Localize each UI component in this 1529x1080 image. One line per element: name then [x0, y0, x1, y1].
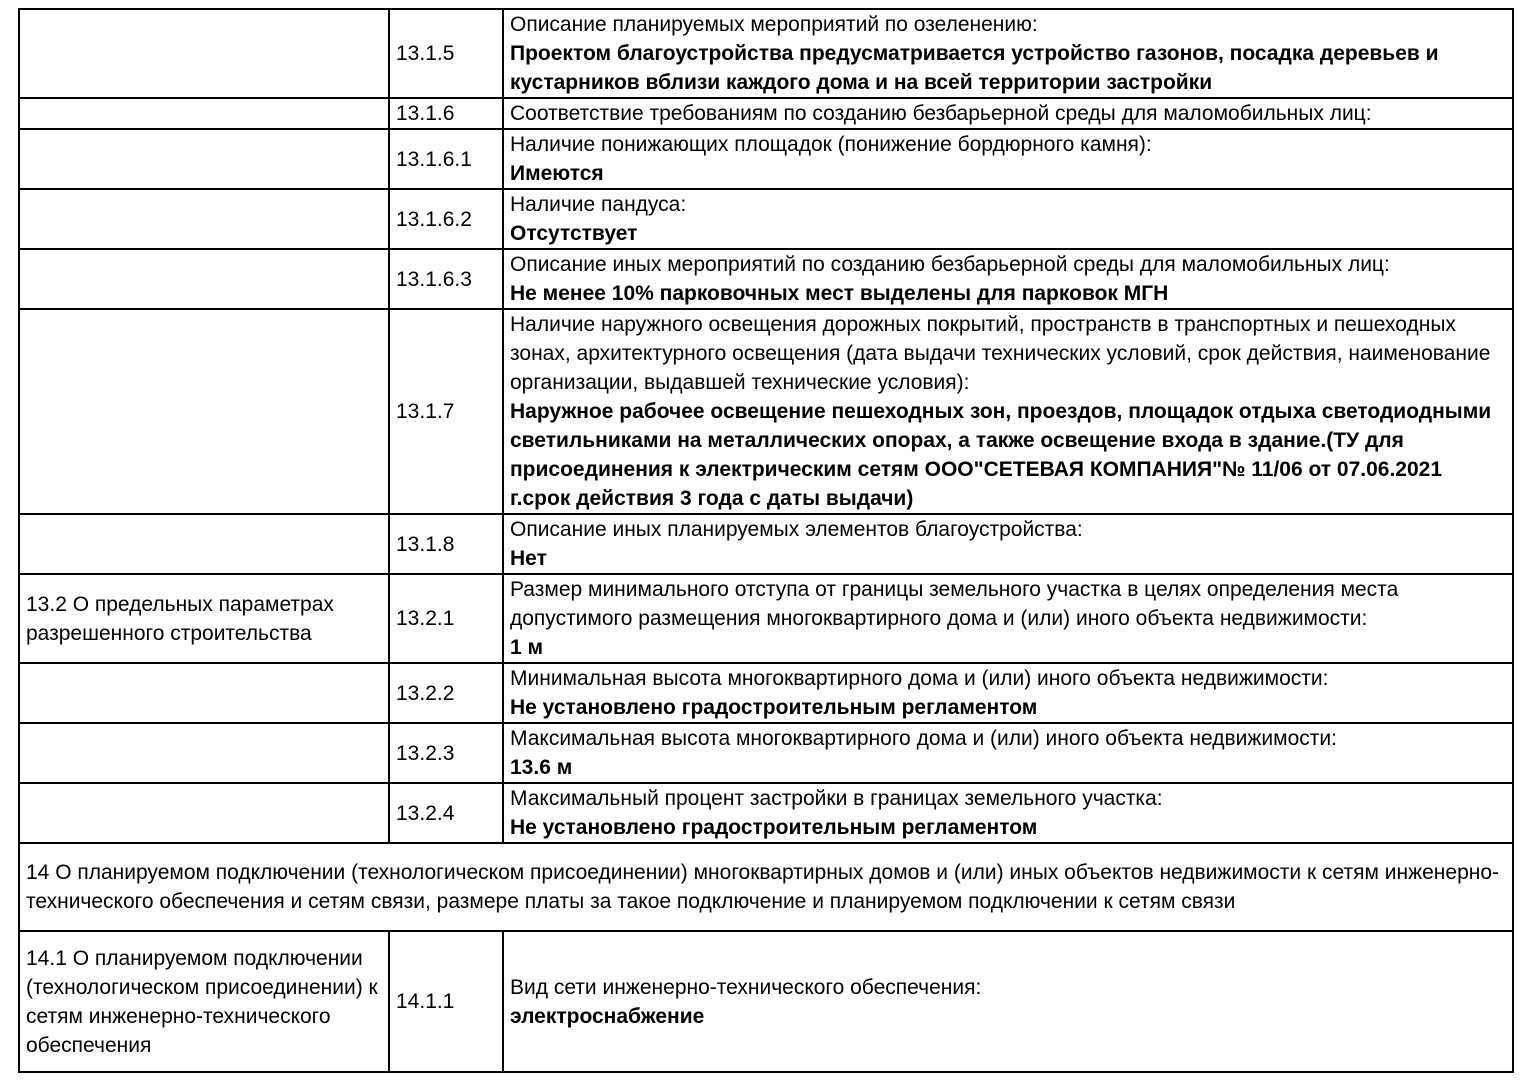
- item-number-cell: 14.1.1: [389, 931, 503, 1072]
- question-text: Размер минимального отступа от границы земельного участка в целях определения места допустимого размещения многоквартирного дома и (или) иного объекта недвижимости:: [510, 578, 1399, 630]
- item-content-cell: [503, 723, 1513, 783]
- section-title-cell: [19, 309, 389, 514]
- question-text: Максимальная высота многоквартирного дома и (или) иного объекта недвижимости:: [510, 727, 1337, 750]
- table-row: [19, 9, 1513, 98]
- answer-text: Наружное рабочее освещение пешеходных зон, проездов, площадок отдыха светодиодными светильниками на металлических опорах, а также освещение входа в здание.(ТУ для присоединения к электрическим сетям ООО"СЕТЕВАЯ КОМПАНИЯ"№ 11/06 от 07.06.2021 г.срок действия 3 года с даты выдачи): [510, 400, 1492, 510]
- question-text: Описание иных мероприятий по созданию безбарьерной среды для маломобильных лиц:: [510, 253, 1390, 276]
- item-number-cell: 13.1.7: [389, 309, 503, 514]
- item-number-cell: 13.2.4: [389, 783, 503, 843]
- table-row: [19, 514, 1513, 574]
- section-title-cell: [19, 514, 389, 574]
- section-title-cell: [19, 783, 389, 843]
- question-text: Описание планируемых мероприятий по озеленению:: [510, 13, 1038, 36]
- item-number-cell: 13.2.2: [389, 663, 503, 723]
- answer-text: Имеются: [510, 162, 604, 185]
- answer-text: 1 м: [510, 636, 544, 659]
- question-text: Максимальный процент застройки в границах земельного участка:: [510, 787, 1163, 810]
- item-content-cell: [503, 9, 1513, 98]
- question-text: Описание иных планируемых элементов благоустройства:: [510, 518, 1083, 541]
- question-text: Соответствие требованиям по созданию безбарьерной среды для маломобильных лиц:: [510, 102, 1372, 125]
- section-title-cell: [19, 663, 389, 723]
- item-number-cell: 13.1.5: [389, 9, 503, 98]
- section-title-cell: [19, 129, 389, 189]
- item-content-cell: [503, 574, 1513, 663]
- item-content-cell: [503, 514, 1513, 574]
- question-text: Наличие наружного освещения дорожных покрытий, пространств в транспортных и пешеходных зонах, архитектурного освещения (дата выдачи технических условий, срок действия, наименование организации, выдавшей технические условия):: [510, 313, 1491, 394]
- section-heading-cell: 14 О планируемом подключении (технологическом присоединении) многоквартирных домов и (или) иных объектов недвижимости к сетям инженерно-технического обеспечения и сетям связи, размере платы за такое подключение и планируемом подключении к сетям связи: [19, 843, 1513, 931]
- declaration-table-body: [19, 9, 1513, 1072]
- table-row: [19, 189, 1513, 249]
- section-title-cell: 14.1 О планируемом подключении (технологическом присоединении) к сетям инженерно-технического обеспечения: [19, 931, 389, 1072]
- question-text: Наличие пандуса:: [510, 193, 687, 216]
- declaration-table: [18, 8, 1514, 1073]
- table-row: [19, 98, 1513, 129]
- item-content-cell: [503, 129, 1513, 189]
- item-number-cell: 13.2.1: [389, 574, 503, 663]
- item-content-cell: [503, 189, 1513, 249]
- item-content-cell: [503, 783, 1513, 843]
- table-row: [19, 309, 1513, 514]
- answer-text: Не установлено градостроительным регламентом: [510, 816, 1038, 839]
- item-number-cell: 13.1.8: [389, 514, 503, 574]
- item-content-cell: [503, 663, 1513, 723]
- item-content-cell: [503, 98, 1513, 129]
- answer-text: электроснабжение: [510, 1004, 705, 1028]
- table-row: [19, 129, 1513, 189]
- section-title-cell: 13.2 О предельных параметрах разрешенного строительства: [19, 574, 389, 663]
- answer-text: Нет: [510, 547, 547, 570]
- item-number-cell: 13.2.3: [389, 723, 503, 783]
- table-row: [19, 783, 1513, 843]
- section-title-cell: [19, 249, 389, 309]
- table-row: [19, 723, 1513, 783]
- answer-text: Отсутствует: [510, 222, 638, 245]
- answer-text: Не менее 10% парковочных мест выделены для парковок МГН: [510, 282, 1169, 305]
- question-text: Вид сети инженерно-технического обеспечения:: [510, 975, 982, 999]
- item-number-cell: 13.1.6.3: [389, 249, 503, 309]
- table-row: [19, 574, 1513, 663]
- section-title-cell: [19, 9, 389, 98]
- answer-text: Проектом благоустройства предусматривается устройство газонов, посадка деревьев и кустарников вблизи каждого дома и на всей территории застройки: [510, 42, 1439, 94]
- document-page: [18, 8, 1514, 1073]
- item-content-cell: [503, 309, 1513, 514]
- section-row: [19, 843, 1513, 931]
- answer-text: Не установлено градостроительным регламентом: [510, 696, 1038, 719]
- table-row: [19, 663, 1513, 723]
- question-text: Наличие понижающих площадок (понижение бордюрного камня):: [510, 133, 1152, 156]
- section-title-cell: [19, 723, 389, 783]
- question-text: Минимальная высота многоквартирного дома и (или) иного объекта недвижимости:: [510, 667, 1329, 690]
- table-row: [19, 249, 1513, 309]
- section-title-cell: [19, 98, 389, 129]
- item-number-cell: 13.1.6.1: [389, 129, 503, 189]
- answer-text: 13.6 м: [510, 756, 573, 779]
- item-number-cell: 13.1.6.2: [389, 189, 503, 249]
- table-row: [19, 931, 1513, 1072]
- section-title-cell: [19, 189, 389, 249]
- item-content-cell: [503, 931, 1513, 1072]
- item-number-cell: 13.1.6: [389, 98, 503, 129]
- item-content-cell: [503, 249, 1513, 309]
